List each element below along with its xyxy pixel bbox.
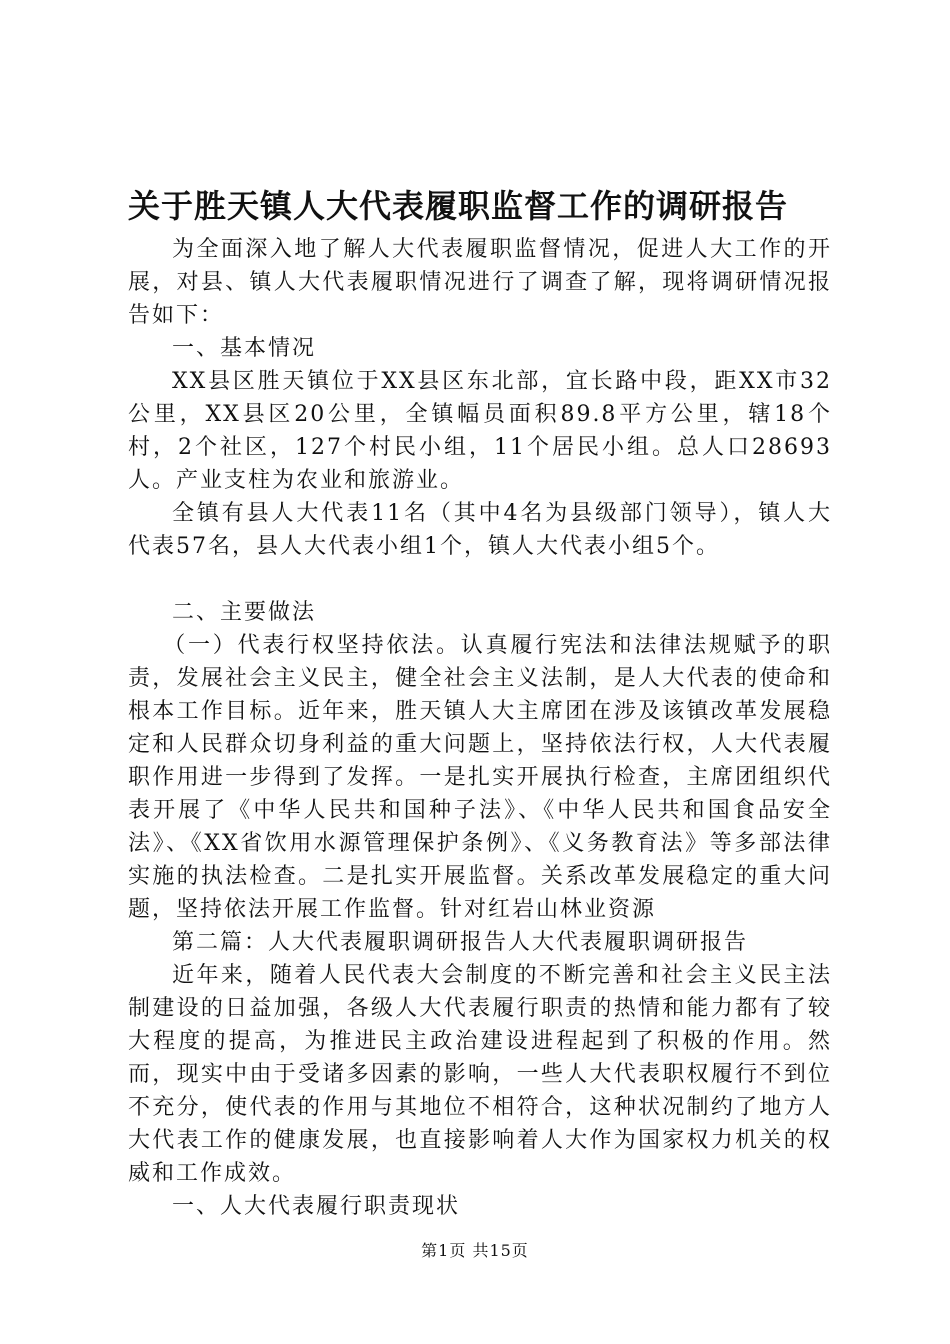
document-title: 关于胜天镇人大代表履职监督工作的调研报告 — [128, 187, 789, 225]
paragraph-basic-info: XX县区胜天镇位于XX县区东北部，宜长路中段，距XX市32公里，XX县区20公里，全镇幅员面积89.8平方公里，辖18个村，2个社区，127个村民小组，11个居民小组。总人口28693人。产业支柱为农业和旅游业。 — [128, 369, 832, 493]
page-footer: 第1页 共15页 — [421, 1241, 529, 1260]
document-body — [128, 233, 832, 1223]
section-heading-practices: 二、主要做法 — [172, 600, 317, 625]
paragraph-representatives: 全镇有县人大代表11名（其中4名为县级部门领导），镇人大代表57名，县人大代表小组1个，镇人大代表小组5个。 — [128, 501, 832, 559]
blank-line — [128, 563, 832, 596]
chapter-heading-two: 第二篇：人大代表履职调研报告人大代表履职调研报告 — [172, 930, 749, 955]
paragraph-practice-one: （一）代表行权坚持依法。认真履行宪法和法律法规赋予的职责，发展社会主义民主，健全社会主义法制，是人大代表的使命和根本工作目标。近年来，胜天镇人大主席团在涉及该镇改革发展稳定和人民群众切身利益的重大问题上，坚持依法行权，人大代表履职作用进一步得到了发挥。一是扎实开展执行检查，主席团组织代表开展了《中华人民共和国种子法》、《中华人民共和国食品安全法》、《XX省饮用水源管理保护条例》、《义务教育法》等多部法律实施的执法检查。二是扎实开展监督。关系改革发展稳定的重大问题，坚持依法开展工作监督。针对红岩山林业资源 — [128, 633, 832, 922]
section-heading-status: 一、人大代表履行职责现状 — [172, 1194, 461, 1219]
paragraph-intro: 为全面深入地了解人大代表履职监督情况，促进人大工作的开展，对县、镇人大代表履职情况进行了调查了解，现将调研情况报告如下： — [128, 237, 832, 328]
paragraph-chapter-two-intro: 近年来，随着人民代表大会制度的不断完善和社会主义民主法制建设的日益加强，各级人大代表履行职责的热情和能力都有了较大程度的提高，为推进民主政治建设进程起到了积极的作用。然而，现实中由于受诸多因素的影响，一些人大代表职权履行不到位不充分，使代表的作用与其地位不相符合，这种状况制约了地方人大代表工作的健康发展，也直接影响着人大作为国家权力机关的权威和工作成效。 — [128, 963, 832, 1186]
section-heading-basic: 一、基本情况 — [172, 336, 317, 361]
